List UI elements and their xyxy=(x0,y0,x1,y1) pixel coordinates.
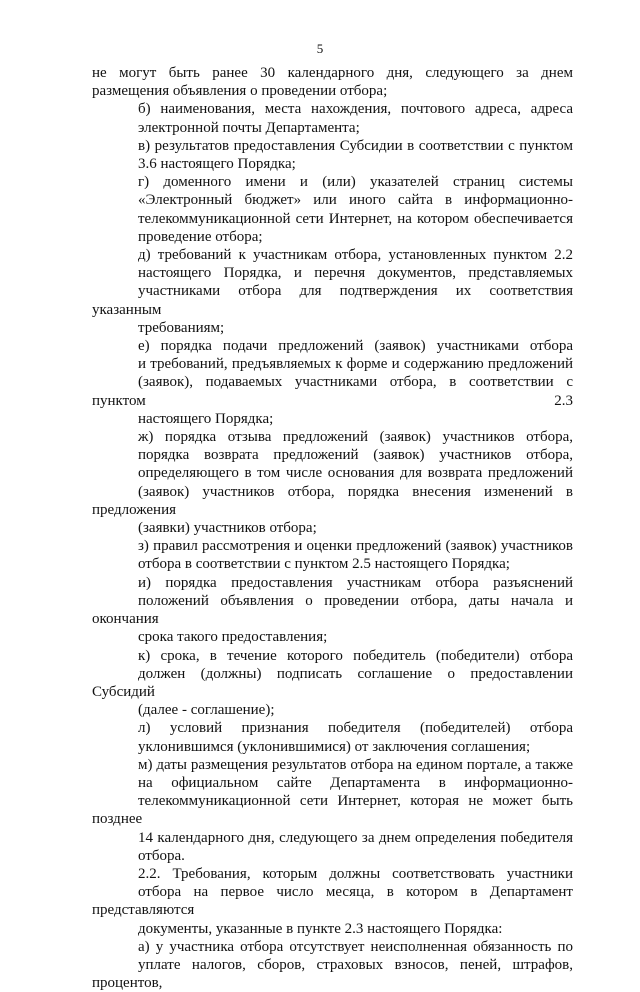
document-body xyxy=(92,64,573,992)
text-line: положений объявления о проведении отбора, даты начала и окончания xyxy=(92,592,573,628)
text-line: срока такого предоставления; xyxy=(138,629,328,646)
text-line: определяющего в том числе основания для возврата предложений xyxy=(138,465,573,482)
paragraph xyxy=(92,537,573,573)
text-line: размещения объявления о проведении отбора; xyxy=(92,83,388,100)
text-line: и требований, предъявляемых к форме и содержанию предложений xyxy=(138,356,573,373)
text-line: проведение отбора; xyxy=(138,228,263,245)
text-line: телекоммуникационной сети Интернет, на котором обеспечивается xyxy=(138,210,573,227)
paragraph xyxy=(92,865,573,938)
paragraph xyxy=(92,719,573,755)
paragraph xyxy=(92,137,573,173)
text-line: электронной почты Департамента; xyxy=(138,119,360,136)
text-line: документы, указанные в пункте 2.3 настоящего Порядка: xyxy=(138,920,503,937)
text-line: з) правил рассмотрения и оценки предложений (заявок) участников xyxy=(138,538,573,555)
text-line: не могут быть ранее 30 календарного дня, следующего за днем xyxy=(92,65,573,81)
paragraph xyxy=(92,64,573,100)
text-line: настоящего Порядка, и перечня документов, представляемых xyxy=(138,265,573,282)
text-line: (заявок) участников отбора, порядка внесения изменений в предложения xyxy=(92,483,573,518)
text-line: отбора. xyxy=(138,847,185,864)
text-line: е) порядка подачи предложений (заявок) участниками отбора xyxy=(138,338,573,355)
text-line: на официальном сайте Департамента в информационно- xyxy=(138,774,573,791)
text-line: 3.6 настоящего Порядка; xyxy=(138,156,296,173)
paragraph xyxy=(92,428,573,537)
paragraph xyxy=(92,938,573,992)
text-line: отбора в соответствии с пунктом 2.5 настоящего Порядка; xyxy=(138,556,510,573)
paragraph xyxy=(92,173,573,246)
text-line: л) условий признания победителя (победителей) отбора xyxy=(138,720,573,737)
text-line: участниками отбора для подтверждения их соответствия указанным xyxy=(92,283,573,318)
text-line: 2.2. Требования, которым должны соответствовать участники xyxy=(138,865,573,882)
paragraph xyxy=(92,337,573,428)
text-line: м) даты размещения результатов отбора на едином портале, а также xyxy=(138,756,573,773)
text-line: порядка возврата предложений (заявок) участников отбора, xyxy=(138,447,573,464)
text-line: должен (должны) подписать соглашение о предоставлении Субсидий xyxy=(92,665,573,700)
text-line: уклонившимся (уклонившимися) от заключения соглашения; xyxy=(138,738,531,755)
paragraph xyxy=(92,100,573,136)
text-line: 14 календарного дня, следующего за днем определения победителя xyxy=(138,829,573,846)
text-line: (далее - соглашение); xyxy=(138,702,275,719)
text-line: г) доменного имени и (или) указателей страниц системы xyxy=(138,174,573,191)
text-line: и) порядка предоставления участникам отбора разъяснений xyxy=(138,574,573,591)
paragraph xyxy=(92,647,573,720)
text-line: требованиям; xyxy=(138,319,225,336)
text-line: телекоммуникационной сети Интернет, которая не может быть позднее xyxy=(92,793,573,828)
text-line: ж) порядка отзыва предложений (заявок) участников отбора, xyxy=(138,429,573,446)
text-line: б) наименования, места нахождения, почтового адреса, адреса xyxy=(138,101,573,118)
paragraph xyxy=(92,756,573,865)
text-line: отбора на первое число месяца, в котором в Департамент представляются xyxy=(92,884,573,919)
paragraph xyxy=(92,574,573,647)
text-line: в) результатов предоставления Субсидии в соответствии с пунктом xyxy=(138,137,573,154)
text-line: к) срока, в течение которого победитель (победители) отбора xyxy=(138,647,573,664)
paragraph xyxy=(92,246,573,337)
page-number: 5 xyxy=(316,41,324,56)
text-line: д) требований к участникам отбора, установленных пунктом 2.2 xyxy=(138,247,573,264)
text-line: (заявок), подаваемых участниками отбора, в соответствии с пунктом 2.3 xyxy=(92,374,573,409)
text-line: «Электронный бюджет» или иного сайта в информационно- xyxy=(138,192,573,209)
text-line: (заявки) участников отбора; xyxy=(138,520,317,537)
text-line: настоящего Порядка; xyxy=(138,410,274,427)
text-line: а) у участника отбора отсутствует неисполненная обязанность по xyxy=(138,938,573,955)
text-line: уплате налогов, сборов, страховых взносов, пеней, штрафов, процентов, xyxy=(92,956,573,992)
